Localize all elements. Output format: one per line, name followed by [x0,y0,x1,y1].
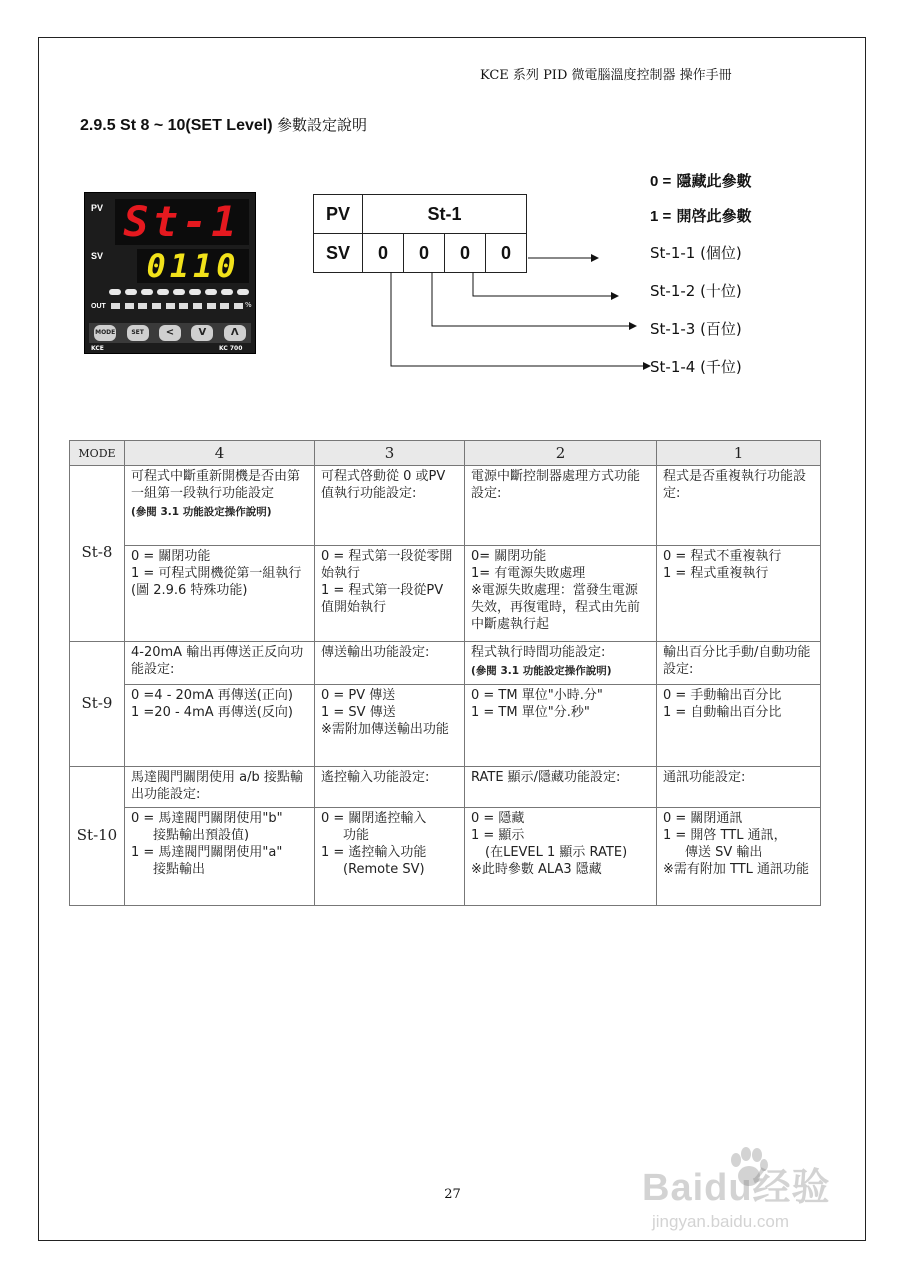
table-cell: 通訊功能設定: [657,767,821,808]
table-cell: RATE 顯示/隱藏功能設定: [465,767,657,808]
device-model: KC 700 [219,345,243,352]
device-key-left: < [159,325,181,341]
device-key-down: V [191,325,213,341]
diagram-pv-label: PV [314,195,363,234]
device-sv-display: 0110 [137,249,249,283]
device-pv-display: St-1 [115,199,249,245]
diagram-pv-value: St-1 [363,195,527,234]
table-header-col4: 4 [125,441,315,466]
baidu-watermark [628,1140,858,1240]
diagram-digit-tens: 0 [445,234,486,273]
table-cell: 傳送輸出功能設定: [315,642,465,685]
diagram-digit-units: 0 [486,234,527,273]
legend-show: 1 = 開啓此參數 [650,207,752,225]
table-cell: 電源中斷控制器處理方式功能設定: [465,466,657,546]
table-header-mode: MODE [70,441,125,466]
table-cell: 可程式啓動從 0 或PV 值執行功能設定: [315,466,465,546]
device-keypad [89,323,251,343]
table-cell: 0 = 關閉遙控輸入 功能 1 = 遙控輸入功能 (Remote SV) [315,808,465,906]
table-cell: 0 = 手動輸出百分比 1 = 自動輸出百分比 [657,685,821,767]
legend-item-tens: St-1-2 (十位) [650,282,742,300]
legend-item-thousands: St-1-4 (千位) [650,358,742,376]
device-key-mode: MODE [94,325,116,341]
table-cell: 馬達閥門關閉使用 a/b 接點輸出功能設定: [125,767,315,808]
table-row [70,808,821,906]
device-key-set: SET [127,325,149,341]
table-header-col3: 3 [315,441,465,466]
mode-st9: St-9 [70,642,125,767]
device-key-up: Λ [224,325,246,341]
watermark-url: jingyan.baidu.com [652,1212,790,1231]
device-out-tag: OUT [91,303,106,310]
parameter-table [69,440,821,906]
table-cell: 0 = PV 傳送 1 = SV 傳送 ※需附加傳送輸出功能 [315,685,465,767]
mode-st8: St-8 [70,466,125,642]
table-header-row [70,441,821,466]
device-pct-tag: % [245,301,252,309]
diagram-sv-label: SV [314,234,363,273]
table-header-col2: 2 [465,441,657,466]
table-row [70,685,821,767]
table-cell: 0 = 程式不重複執行 1 = 程式重複執行 [657,546,821,642]
diagram-digit-thousands: 0 [363,234,404,273]
table-cell: 程式執行時間功能設定: (參閱 3.1 功能設定操作說明) [465,642,657,685]
table-row [70,466,821,546]
diagram-digit-hundreds: 0 [404,234,445,273]
device-brand: KCE [91,345,104,352]
table-cell: 0 = 關閉通訊 1 = 開啓 TTL 通訊， 傳送 SV 輸出 ※需有附加 TTL 通訊功能 [657,808,821,906]
table-header-col1: 1 [657,441,821,466]
table-row [70,642,821,685]
watermark-logo: Baidu经验 [642,1167,831,1209]
table-cell: 4-20mA 輸出再傳送正反向功能設定: [125,642,315,685]
legend-item-units: St-1-1 (個位) [650,244,742,262]
device-sv-tag: SV [91,251,104,261]
table-cell: 遙控輸入功能設定: [315,767,465,808]
pv-sv-diagram [313,194,527,273]
table-row [70,767,821,808]
table-cell: 0= 關閉功能 1= 有電源失敗處理 ※電源失敗處理：當發生電源失效，再復電時，程式由先前中斷處執行起 [465,546,657,642]
device-pv-tag: PV [91,203,104,213]
controller-illustration [84,192,256,354]
section-title-cn: 參數設定說明 [277,116,368,134]
table-cell: 0 = 關閉功能 1 = 可程式開機從第一組執行 (圖 2.9.6 特殊功能) [125,546,315,642]
document-header: KCE 系列 PID 微電腦溫度控制器 操作手冊 [480,68,732,83]
table-cell: 0 = 程式第一段從零開始執行 1 = 程式第一段從PV 值開始執行 [315,546,465,642]
table-cell: 0 =4 - 20mA 再傳送(正向) 1 =20 - 4mA 再傳送(反向) [125,685,315,767]
table-cell: 0 = 馬達閥門關閉使用"b" 接點輸出預設值) 1 = 馬達閥門關閉使用"a" 接點輸出 [125,808,315,906]
section-title [80,114,367,135]
section-title-en: 2.9.5 St 8 ~ 10(SET Level) [80,117,273,134]
device-indicator-leds [109,289,249,297]
legend-item-hundreds: St-1-3 (百位) [650,320,742,338]
mode-st10: St-10 [70,767,125,906]
table-cell: 輸出百分比手動/自動功能設定: [657,642,821,685]
table-cell: 0 = 隱藏 1 = 顯示 (在LEVEL 1 顯示 RATE) ※此時參數 ALA3 隱藏 [465,808,657,906]
table-row [70,546,821,642]
table-cell: 程式是否重複執行功能設定: [657,466,821,546]
table-cell: 0 = TM 單位"小時.分" 1 = TM 單位"分.秒" [465,685,657,767]
table-cell: 可程式中斷重新開機是否由第一組第一段執行功能設定 (參閱 3.1 功能設定操作說明) [125,466,315,546]
page-number: 27 [444,1187,461,1202]
legend-hide: 0 = 隱藏此參數 [650,172,752,190]
device-output-bargraph [111,303,243,311]
